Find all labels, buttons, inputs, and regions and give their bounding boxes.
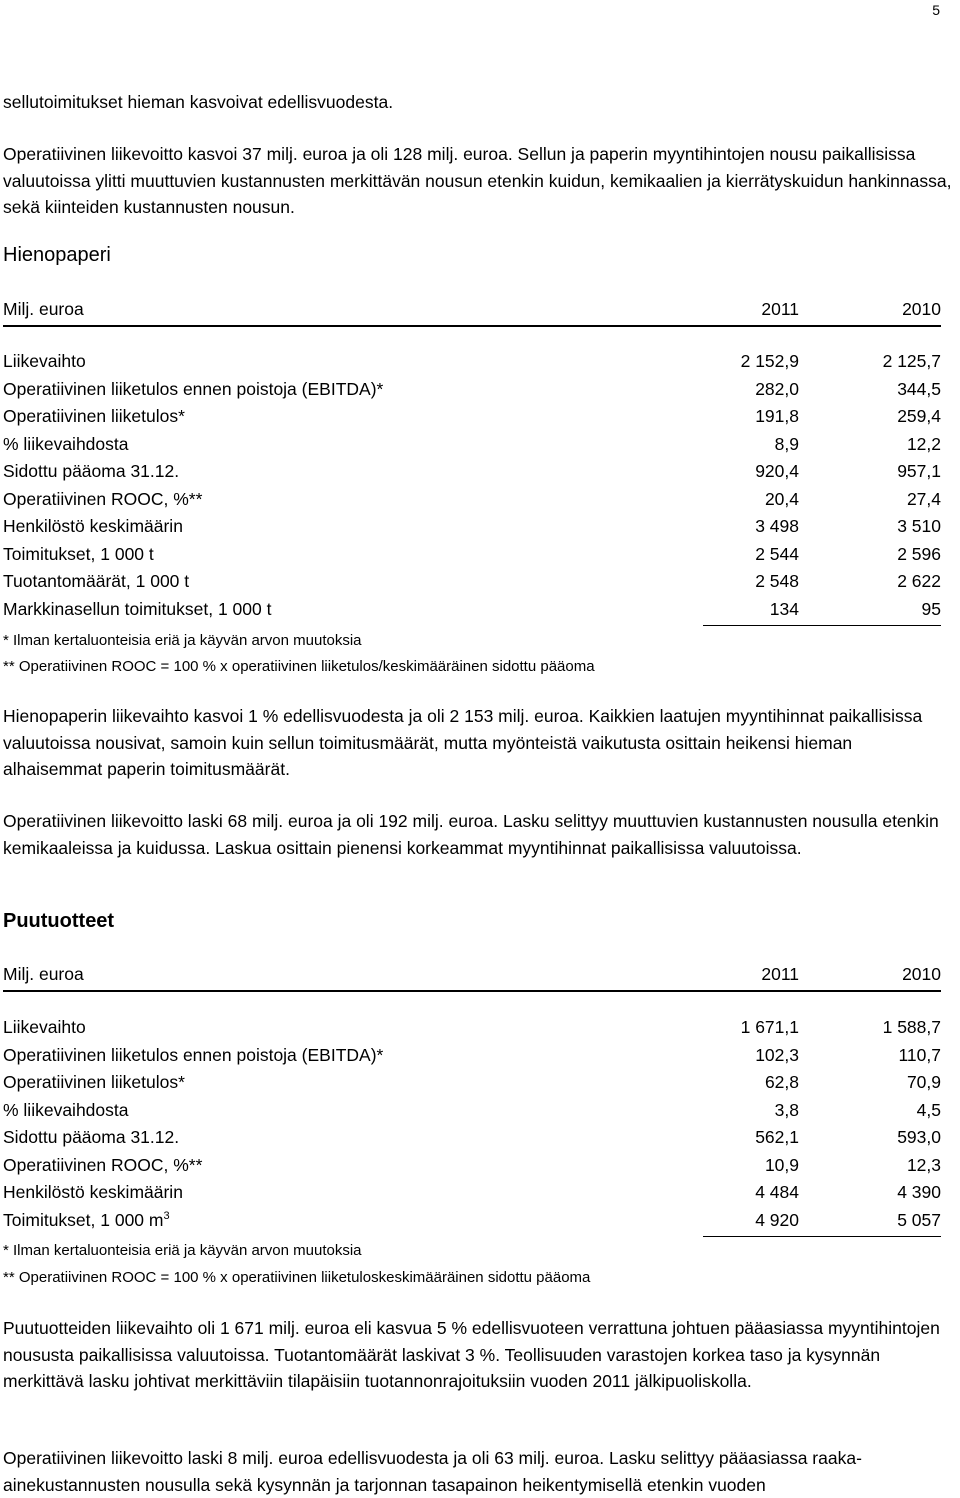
- puutuotteet-paragraph-2: Operatiivinen liikevoitto laski 8 milj. euroa edellisvuodesta ja oli 63 milj. euroa. Lasku selittyy pääasiassa raaka-ainekustannusten nousulla sekä kysynnän ja tarjonnan tasapainon heikentymisellä etenkin vuoden: [3, 1448, 862, 1495]
- table-header-2010: 2010: [902, 964, 941, 984]
- row-value-2011: 562,1: [755, 1127, 799, 1147]
- row-value-2011: 20,4: [764, 488, 799, 509]
- row-value-2010: 12,2: [906, 433, 941, 454]
- row-label: Operatiivinen liiketulos*: [3, 406, 185, 426]
- row-label: Operatiivinen liiketulos ennen poistoja (EBITDA)*: [3, 1044, 384, 1065]
- row-value-2010: 2 125,7: [882, 351, 941, 371]
- hienopaperi-table: [3, 299, 941, 619]
- row-value-2011: 4 484: [755, 1182, 799, 1202]
- table-body: [3, 351, 941, 626]
- table-row: [3, 599, 941, 627]
- table-row: [3, 406, 941, 434]
- table-row: [3, 1072, 941, 1100]
- row-value-2010: 27,4: [906, 488, 941, 509]
- row-label: Toimitukset, 1 000 t: [3, 543, 154, 564]
- row-value-2011: 134: [769, 598, 799, 619]
- row-label: Henkilöstö keskimäärin: [3, 1182, 183, 1202]
- row-label: Operatiivinen liiketulos ennen poistoja (EBITDA)*: [3, 378, 384, 399]
- row-value-2010: 4 390: [897, 1182, 941, 1202]
- row-value-2011: 2 544: [755, 543, 799, 564]
- row-label: Operatiivinen liiketulos*: [3, 1072, 185, 1092]
- row-label: [3, 1210, 170, 1231]
- row-value-2010: 957,1: [897, 461, 941, 481]
- hienopaperi-paragraph-1: Hienopaperin liikevaihto kasvoi 1 % edellisvuodesta ja oli 2 153 milj. euroa. Kaikkien laatujen myyntihinnat paikallisissa valuutoissa nousivat, samoin kuin sellun toimitusmäärät, mutta myönteistä vaikutusta osittain heikensi hieman alhaisemmat paperin toimitusmäärät.: [3, 706, 923, 779]
- row-label: Sidottu pääoma 31.12.: [3, 1127, 180, 1147]
- row-value-2010: 2 596: [897, 543, 941, 564]
- row-value-2011: 10,9: [764, 1154, 799, 1175]
- row-value-2011: 191,8: [755, 406, 799, 426]
- row-value-2011: 1 671,1: [740, 1017, 799, 1037]
- row-value-2011: 62,8: [764, 1072, 799, 1092]
- row-value-2011: 3 498: [755, 516, 799, 536]
- row-value-2011: 2 548: [755, 571, 799, 591]
- table-header-2011: 2011: [761, 299, 799, 319]
- row-value-2011: 920,4: [755, 461, 799, 481]
- row-label: Tuotantomäärät, 1 000 t: [3, 571, 190, 591]
- row-label: Sidottu pääoma 31.12.: [3, 461, 180, 481]
- table-row: [3, 1182, 941, 1210]
- row-value-2010: 593,0: [897, 1127, 941, 1147]
- table-row: [3, 544, 941, 572]
- row-value-2011: 102,3: [755, 1044, 799, 1065]
- table-row: [3, 1210, 941, 1238]
- table-header: [3, 964, 941, 992]
- row-label-text: Toimitukset, 1 000 m: [3, 1209, 164, 1230]
- table-row: [3, 1155, 941, 1183]
- puutuotteet-paragraph-1: Puutuotteiden liikevaihto oli 1 671 milj. euroa eli kasvua 5 % edellisvuoteen verrattuna johtuen pääasiassa myyntihintojen noususta paikallisissa valuutoissa. Tuotantomäärät laskivat 3 %. Teollisuuden varastojen korkea taso ja kysynnän merkittävä lasku johtivat merkittäviin tilapäisiin tuotannonrajoituksiin vuoden 2011 jälkipuoliskolla.: [3, 1318, 940, 1391]
- row-value-2010: 70,9: [906, 1072, 941, 1092]
- section-heading-puutuotteet: Puutuotteet: [3, 910, 115, 932]
- table-bottom-rule: [703, 625, 941, 626]
- row-label: % liikevaihdosta: [3, 1099, 129, 1120]
- table-row: [3, 461, 941, 489]
- row-value-2010: 259,4: [897, 406, 941, 426]
- table-row: [3, 516, 941, 544]
- section-heading-hienopaperi: Hienopaperi: [3, 244, 111, 266]
- row-value-2010: 4,5: [916, 1099, 941, 1120]
- table-row: [3, 379, 941, 407]
- table-row: [3, 1017, 941, 1045]
- puutuotteet-footnote-1: * Ilman kertaluonteisia eriä ja käyvän arvon muutoksia: [3, 1242, 362, 1259]
- puutuotteet-footnote-2: ** Operatiivinen ROOC = 100 % x operatiivinen liiketuloskeskimääräinen sidottu pääoma: [3, 1269, 591, 1286]
- row-value-2011: 3,8: [774, 1099, 799, 1120]
- row-label: % liikevaihdosta: [3, 433, 129, 454]
- puutuotteet-table: [3, 964, 941, 1230]
- row-value-2010: 110,7: [898, 1044, 941, 1065]
- row-label-superscript: 3: [163, 1209, 170, 1222]
- hienopaperi-paragraph-2: Operatiivinen liikevoitto laski 68 milj. euroa ja oli 192 milj. euroa. Lasku selittyy muuttuvien kustannusten nousulla etenkin kemikaaleissa ja kuidussa. Laskua osittain pienensi korkeammat myyntihinnat paikallisissa valuutoissa.: [3, 811, 939, 858]
- row-label: Operatiivinen ROOC, %**: [3, 1154, 203, 1175]
- row-value-2010: 5 057: [897, 1209, 941, 1230]
- table-row: [3, 351, 941, 379]
- row-label: Operatiivinen ROOC, %**: [3, 488, 203, 509]
- table-header: [3, 299, 941, 327]
- row-value-2011: 4 920: [755, 1209, 799, 1230]
- row-value-2010: 3 510: [897, 516, 941, 536]
- row-label: Liikevaihto: [3, 1017, 86, 1037]
- row-value-2011: 282,0: [755, 378, 799, 399]
- table-header-2011: 2011: [761, 964, 799, 984]
- page-number: 5: [932, 2, 940, 18]
- table-header-unit: Milj. euroa: [3, 964, 84, 984]
- row-value-2010: 12,3: [906, 1154, 941, 1175]
- table-row: [3, 1045, 941, 1073]
- table-header-2010: 2010: [902, 299, 941, 319]
- intro-paragraph-1: sellutoimitukset hieman kasvoivat edellisvuodesta.: [3, 92, 394, 112]
- row-value-2011: 8,9: [774, 433, 799, 454]
- intro-paragraph-2: Operatiivinen liikevoitto kasvoi 37 milj. euroa ja oli 128 milj. euroa. Sellun ja paperin myyntihintojen nousu paikallisissa valuutoissa ylitti muuttuvien kustannusten merkittävän nousun etenkin kuidun, kemikaalien ja kierrätyskuidun hankinnassa, sekä kiinteiden kustannusten nousun.: [3, 144, 952, 217]
- row-value-2011: 2 152,9: [740, 351, 799, 371]
- row-label: Markkinasellun toimitukset, 1 000 t: [3, 598, 272, 619]
- table-row: [3, 1100, 941, 1128]
- table-row: [3, 434, 941, 462]
- table-header-unit: Milj. euroa: [3, 299, 84, 319]
- row-label: Liikevaihto: [3, 351, 86, 371]
- table-row: [3, 489, 941, 517]
- table-row: [3, 1127, 941, 1155]
- hienopaperi-footnote-1: * Ilman kertaluonteisia eriä ja käyvän arvon muutoksia: [3, 632, 362, 649]
- table-body: [3, 1017, 941, 1237]
- row-value-2010: 1 588,7: [882, 1017, 941, 1037]
- table-bottom-rule: [703, 1236, 941, 1237]
- row-label: Henkilöstö keskimäärin: [3, 516, 183, 536]
- row-value-2010: 95: [921, 598, 941, 619]
- row-value-2010: 2 622: [897, 571, 941, 591]
- row-value-2010: 344,5: [897, 378, 941, 399]
- hienopaperi-footnote-2: ** Operatiivinen ROOC = 100 % x operatiivinen liiketulos/keskimääräinen sidottu pääoma: [3, 658, 595, 675]
- table-row: [3, 571, 941, 599]
